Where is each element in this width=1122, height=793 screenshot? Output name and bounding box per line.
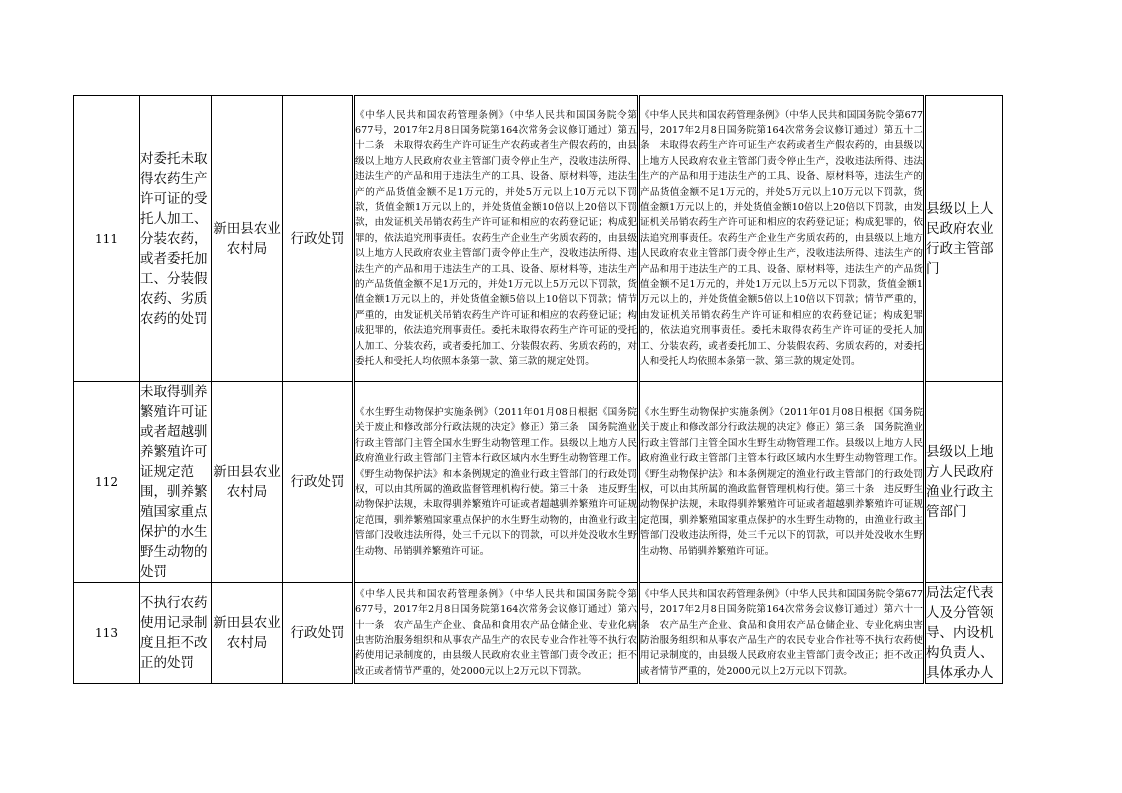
legal-basis-duplicate: 《水生野生动物保护实施条例》（2011年01月08日根据《国务院关于废止和修改部分行政法规的决定》修正）第三条 国务院渔业行政主管部门主管全国水生野生动物管理工作。县级以上地方人民政府渔业行政主管部门主管本行政区域内水生野生动物管理工作。《野生动物保护法》和本条例规定的渔业行政主管部门的行政处罚权，可以由其所属的渔政监督管理机构行使。第三十条 违反野生动物保护法规，未取得驯养繁殖许可证或者超越驯养繁殖许可证规定范围，驯养繁殖国家重点保护的水生野生动物的，由渔业行政主管部门没收违法所得，处三千元以下的罚款，可以并处没收水生野生动物、吊销驯养繁殖许可证。 [639,382,925,583]
penalty-type: 行政处罚 [283,382,354,583]
legal-basis-duplicate: 《中华人民共和国农药管理条例》（中华人民共和国国务院令第677号，2017年2月8日国务院第164次常务会议修订通过）第五十二条 未取得农药生产许可证生产农药或者生产假农药的，由县级以上地方人民政府农业主管部门责令停止生产，没收违法所得、违法生产的产品和用于违法生产的工具、设备、原材料等，违法生产的产品货值金额不足1万元的，并处5万元以上10万元以下罚款，货值金额1万元以上的，并处货值金额10倍以上20倍以下罚款，由发证机关吊销农药生产许可证和相应的农药登记证；构成犯罪的，依法追究刑事责任。农药生产企业生产劣质农药的，由县级以上地方人民政府农业主管部门责令停止生产，没收违法所得、违法生产的产品和用于违法生产的工具、设备、原材料等，违法生产的产品货值金额不足1万元的，并处1万元以上5万元以下罚款，货值金额1万元以上的，并处货值金额5倍以上10倍以下罚款；情节严重的，由发证机关吊销农药生产许可证和相应的农药登记证；构成犯罪的，依法追究刑事责任。委托未取得农药生产许可证的受托人加工、分装农药，或者委托加工、分装假农药、劣质农药的，对委托人和受托人均依照本条第一款、第三款的规定处罚。 [639,96,925,382]
row-number: 112 [74,382,140,583]
table-row [74,382,1003,583]
legal-basis: 《中华人民共和国农药管理条例》（中华人民共和国国务院令第677号，2017年2月8日国务院第164次常务会议修订通过）第五十二条 未取得农药生产许可证生产农药或者生产假农药的，由县级以上地方人民政府农业主管部门责令停止生产，没收违法所得、违法生产的产品和用于违法生产的工具、设备、原材料等，违法生产的产品货值金额不足1万元的，并处5万元以上10万元以下罚款，货值金额1万元以上的，并处货值金额10倍以上20倍以下罚款，由发证机关吊销农药生产许可证和相应的农药登记证；构成犯罪的，依法追究刑事责任。农药生产企业生产劣质农药的，由县级以上地方人民政府农业主管部门责令停止生产，没收违法所得、违法生产的产品和用于违法生产的工具、设备、原材料等，违法生产的产品货值金额不足1万元的，并处1万元以上5万元以下罚款，货值金额1万元以上的，并处货值金额5倍以上10倍以下罚款；情节严重的，由发证机关吊销农药生产许可证和相应的农药登记证；构成犯罪的，依法追究刑事责任。委托未取得农药生产许可证的受托人加工、分装农药，或者委托加工、分装假农药、劣质农药的，对委托人和受托人均依照本条第一款、第三款的规定处罚。 [354,96,639,382]
row-number: 113 [74,583,140,684]
department: 新田县农业农村局 [212,96,283,382]
legal-basis: 《水生野生动物保护实施条例》（2011年01月08日根据《国务院关于废止和修改部分行政法规的决定》修正）第三条 国务院渔业行政主管部门主管全国水生野生动物管理工作。县级以上地方人民政府渔业行政主管部门主管本行政区域内水生野生动物管理工作。《野生动物保护法》和本条例规定的渔业行政主管部门的行政处罚权，可以由其所属的渔政监督管理机构行使。第三十条 违反野生动物保护法规，未取得驯养繁殖许可证或者超越驯养繁殖许可证规定范围，驯养繁殖国家重点保护的水生野生动物的，由渔业行政主管部门没收违法所得，处三千元以下的罚款，可以并处没收水生野生动物、吊销驯养繁殖许可证。 [354,382,639,583]
legal-basis: 《中华人民共和国农药管理条例》（中华人民共和国国务院令第677号，2017年2月8日国务院第164次常务会议修订通过）第六十一条 农产品生产企业、食品和食用农产品仓储企业、专业化病虫害防治服务组织和从事农产品生产的农民专业合作社等不执行农药使用记录制度的，由县级人民政府农业主管部门责令改正；拒不改正或者情节严重的，处2000元以上2万元以下罚款。 [354,583,639,684]
penalty-item: 对委托未取得农药生产许可证的受托人加工、分装农药，或者委托加工、分装假农药、劣质农药的处罚 [140,96,212,382]
responsible-party: 局法定代表人及分管领导、内设机构负责人、具体承办人 [925,583,1003,684]
penalty-item: 不执行农药使用记录制度且拒不改正的处罚 [140,583,212,684]
department: 新田县农业农村局 [212,583,283,684]
penalty-table [73,95,1003,684]
row-number: 111 [74,96,140,382]
penalty-item: 未取得驯养繁殖许可证或者超越驯养繁殖许可证规定范围，驯养繁殖国家重点保护的水生野生动物的处罚 [140,382,212,583]
responsible-party: 县级以上人民政府农业行政主管部门 [925,96,1003,382]
table-row [74,96,1003,382]
responsible-party: 县级以上地方人民政府渔业行政主管部门 [925,382,1003,583]
table-row [74,583,1003,684]
department: 新田县农业农村局 [212,382,283,583]
penalty-type: 行政处罚 [283,583,354,684]
legal-basis-duplicate: 《中华人民共和国农药管理条例》（中华人民共和国国务院令第677号，2017年2月8日国务院第164次常务会议修订通过）第六十一条 农产品生产企业、食品和食用农产品仓储企业、专业化病虫害防治服务组织和从事农产品生产的农民专业合作社等不执行农药使用记录制度的，由县级人民政府农业主管部门责令改正；拒不改正或者情节严重的，处2000元以上2万元以下罚款。 [639,583,925,684]
penalty-type: 行政处罚 [283,96,354,382]
